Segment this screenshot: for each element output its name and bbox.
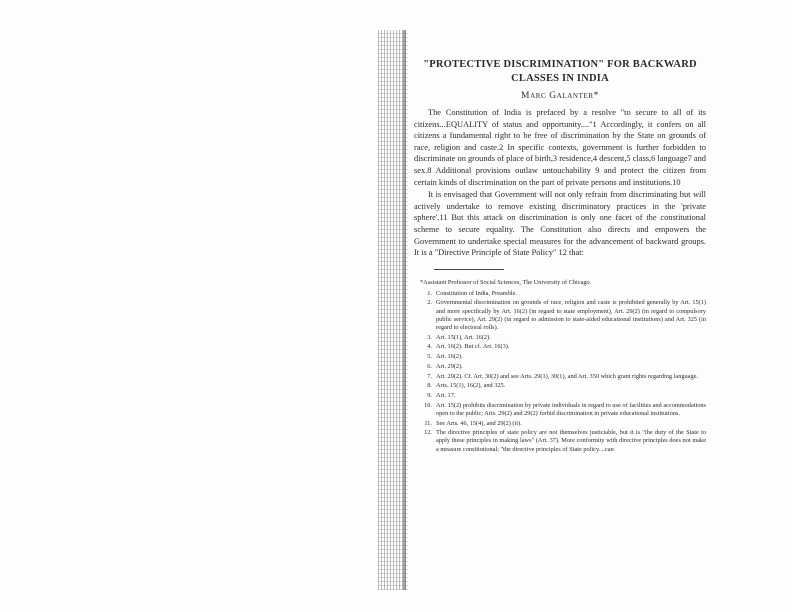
footnote-item (414, 299, 706, 332)
footnote-text: Art. 16(2). (436, 353, 463, 361)
article-title-line-2: CLASSES IN INDIA (511, 73, 609, 84)
article-title-line-1: "PROTECTIVE DISCRIMINATION" FOR BACKWARD (423, 59, 697, 70)
footnote-text: Constitution of India, Preamble. (436, 289, 517, 297)
footnote-number: 2. (427, 299, 432, 307)
footnote-text: Art. 29(2). Cf. Art. 30(2) and see Arts. 29(1), 30(1), and Art. 350 which grant rights regarding language. (436, 372, 698, 380)
footnote-item (414, 353, 706, 361)
paragraph-2: It is envisaged that Government will not only refrain from discriminating but will actively undertake to remove existing discriminatory practices in the 'private sphere'.11 But this attack on discrimination is only one facet of the constitutional scheme to secure equality. The Constitution also directs and empowers the Government to undertake special measures for the advancement of backward groups. It is a "Directive Principle of State Policy" 12 that: (414, 190, 706, 258)
footnote-number: 12. (424, 429, 432, 437)
footnote-item (414, 420, 706, 428)
text-column (414, 58, 706, 455)
footnote-text: See Arts. 46, 15(4), and 29(2) (ii). (436, 419, 522, 427)
paragraph-1: The Constitution of India is prefaced by a resolve "to secure to all of its citizens...EQUALITY of status and opportunity...."1 Accordingly, it confers on all citizens a fundamental right to be free of discrimination by the State on grounds of race, religion and caste.2 In specific contexts, government is further forbidden to discriminate on grounds of place of birth,3 residence,4 descent,5 class,6 language7 and sex.8 Additional provisions outlaw untouchability 9 and protect the citizen from certain kinds of discrimination on the part of private persons and institutions.10 (414, 108, 706, 187)
footnote-number: 11. (424, 419, 432, 427)
footnote-number: 10. (424, 401, 432, 409)
footnote-number: 9. (427, 391, 432, 399)
footnote-text: Art. 16(2). But cf. Art. 16(3). (436, 343, 510, 351)
footnote-number: 8. (427, 382, 432, 390)
footnote-item (414, 429, 706, 454)
footnote-text: The directive principles of state policy are not themselves justiciable, but it is "the duty of the State to apply these principles in making laws" (Art. 37). More conformity with directive principles does not make a measure constitutional; "the directive principles of State policy....can (436, 429, 706, 453)
footnote-author-note: *Assistant Professor of Social Sciences, The University of Chicago. (420, 278, 592, 286)
footnote-text: Arts. 15(1), 16(2), and 325. (436, 382, 506, 390)
footnote-item (414, 334, 706, 342)
footnote-rule (434, 269, 504, 270)
footnote-text: Art. 15(2) prohibits discrimination by private individuals in regard to use of facilities and accommodations open to the public; Arts. 29(2) and 29(2) forbid discrimination in private educational institutions. (436, 401, 706, 417)
author-name: Marc Galanter* (521, 91, 599, 101)
footnote-item (414, 382, 706, 390)
footnote-item (414, 392, 706, 400)
footnote-item (414, 402, 706, 418)
footnote-number: 1. (427, 289, 432, 297)
footnote-number: 3. (427, 333, 432, 341)
footnote-item (414, 343, 706, 351)
footnote-number: 7. (427, 372, 432, 380)
footnote-item (414, 290, 706, 298)
footnote-item (414, 363, 706, 371)
footnote-item (414, 373, 706, 381)
footnote-text: Art. 15(1), Art. 16(2). (436, 333, 491, 341)
book-gutter-line (403, 30, 406, 590)
footnote-text: Art. 29(2). (436, 362, 463, 370)
footnote-list (414, 290, 706, 454)
footnote-number: 6. (427, 362, 432, 370)
footnote-number: 5. (427, 353, 432, 361)
footnote-text: Art. 17. (436, 391, 456, 399)
footnote-number: 4. (427, 343, 432, 351)
footnote-text: Governmental discrimination on grounds of race, religion and caste is prohibited generally by Art. 15(1) and more specifically by Art. 16(2) (in regard to state employment), Art. 29(2) (in regard to compulsory public service), Art. 29(2) (in regard to admission to state-aided educational institutions) and Art. 325 (in regard to electoral rolls). (436, 299, 706, 332)
